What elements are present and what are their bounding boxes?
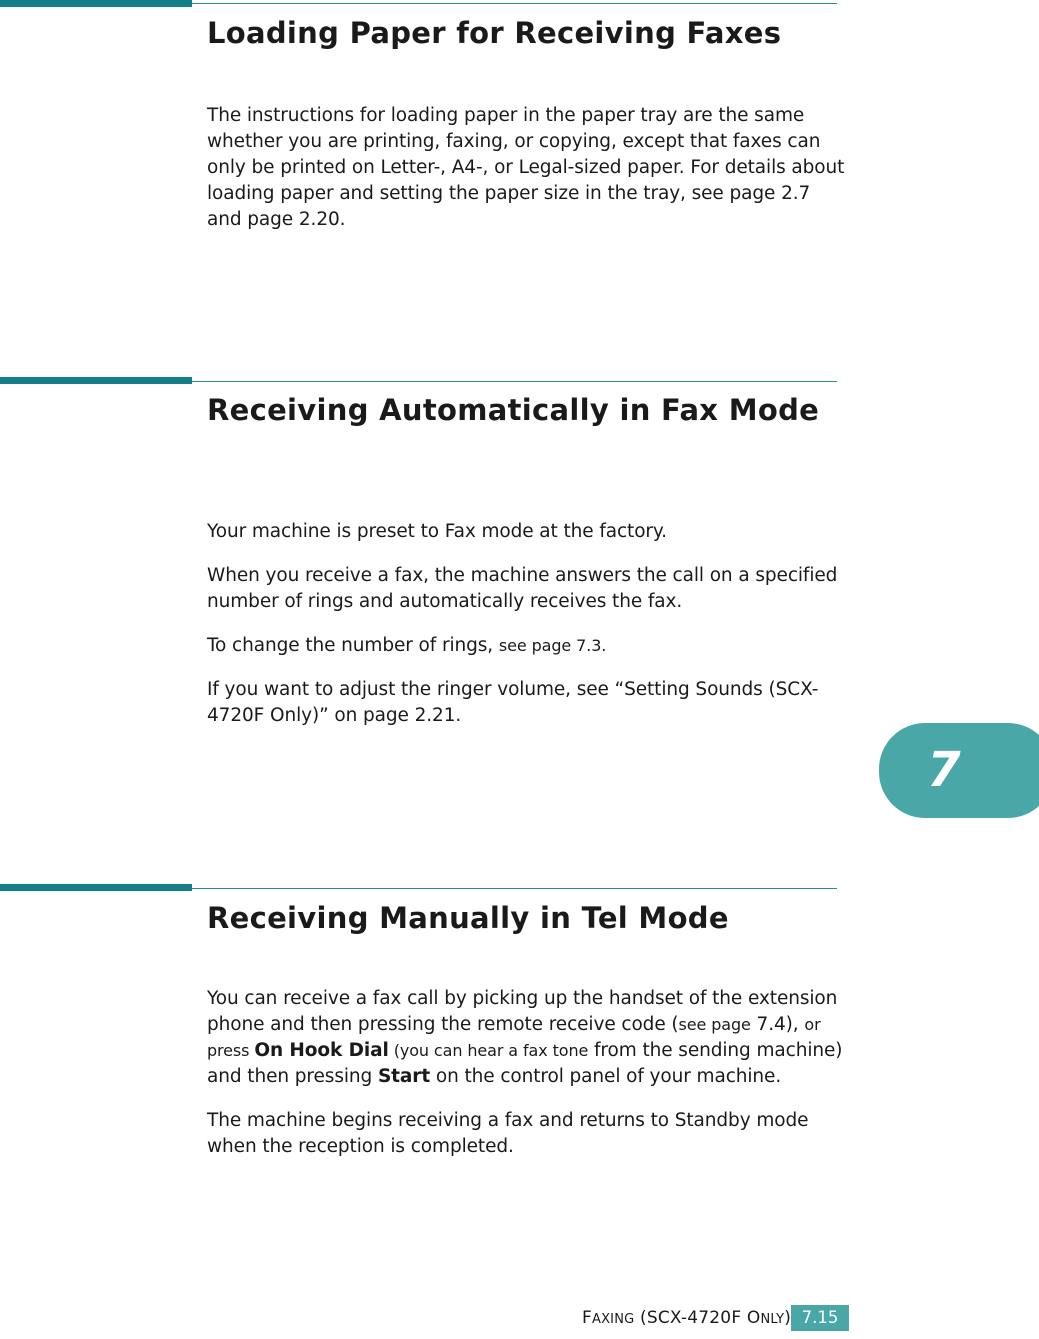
footer-model-close: ) (784, 1308, 792, 1328)
section-rule-line (192, 888, 837, 889)
paragraph: If you want to adjust the ringer volume, see “Setting Sounds (SCX-4720F Only)” on page 2.21. (207, 679, 819, 726)
paragraph-text: You can receive a fax call by picking up the handset of the extension phone and then pressing the remote receive code ( (207, 988, 838, 1035)
chapter-tab (879, 723, 1039, 818)
paragraph: The machine begins receiving a fax and returns to Standby mode when the reception is completed. (207, 1110, 809, 1157)
chapter-number: 7 (927, 742, 961, 798)
footer-chapter-rest: AXING (591, 1312, 635, 1327)
section-rule-accent (0, 0, 192, 7)
section-rule-line (192, 3, 837, 4)
paragraph-text: (you can hear a fax tone (388, 1041, 589, 1060)
button-name-on-hook-dial: On Hook Dial (254, 1040, 389, 1061)
footer-chapter-initial: F (582, 1308, 592, 1328)
paragraph-text: To change the number of rings, (207, 635, 499, 656)
section-rule-line (192, 381, 837, 382)
footer-model-open: (SCX-4720F O (640, 1308, 761, 1328)
section-rule-accent (0, 377, 192, 384)
paragraph-text: 7.4), (750, 1014, 805, 1035)
section-rule-accent (0, 884, 192, 891)
section-heading-receiving-manually: Receiving Manually in Tel Mode (207, 901, 729, 935)
paragraph-text: or press (207, 1015, 821, 1060)
paragraph-text: from the sending machine) and then pressing (207, 1040, 843, 1087)
page-reference-link[interactable]: see page (678, 1015, 751, 1034)
page-reference-link[interactable]: see page 7.3. (498, 636, 607, 655)
paragraph: The instructions for loading paper in the paper tray are the same whether you are printing, faxing, or copying, except that faxes can only be printed on Letter-, A4-, or Legal-sized paper. For details about loading paper and setting the paper size in the tray, see page 2.7 and page 2.20. (207, 105, 845, 230)
paragraph: Your machine is preset to Fax mode at the factory. (207, 521, 667, 542)
paragraph (207, 986, 847, 1090)
section-body-receiving-manually (207, 986, 847, 1178)
section-heading-loading-paper: Loading Paper for Receiving Faxes (207, 16, 782, 50)
button-name-start: Start (377, 1066, 431, 1087)
section-body-receiving-automatically (207, 519, 847, 747)
page-number: 7.15 (791, 1305, 849, 1331)
section-body-loading-paper (207, 103, 847, 251)
footer-chapter-title (582, 1308, 791, 1328)
paragraph (207, 633, 847, 659)
paragraph: When you receive a fax, the machine answers the call on a specified number of rings and automatically receives the fax. (207, 565, 838, 612)
section-heading-receiving-automatically: Receiving Automatically in Fax Mode (207, 393, 820, 427)
paragraph-text: on the control panel of your machine. (430, 1066, 782, 1087)
footer-model-rest: NLY (760, 1312, 785, 1327)
